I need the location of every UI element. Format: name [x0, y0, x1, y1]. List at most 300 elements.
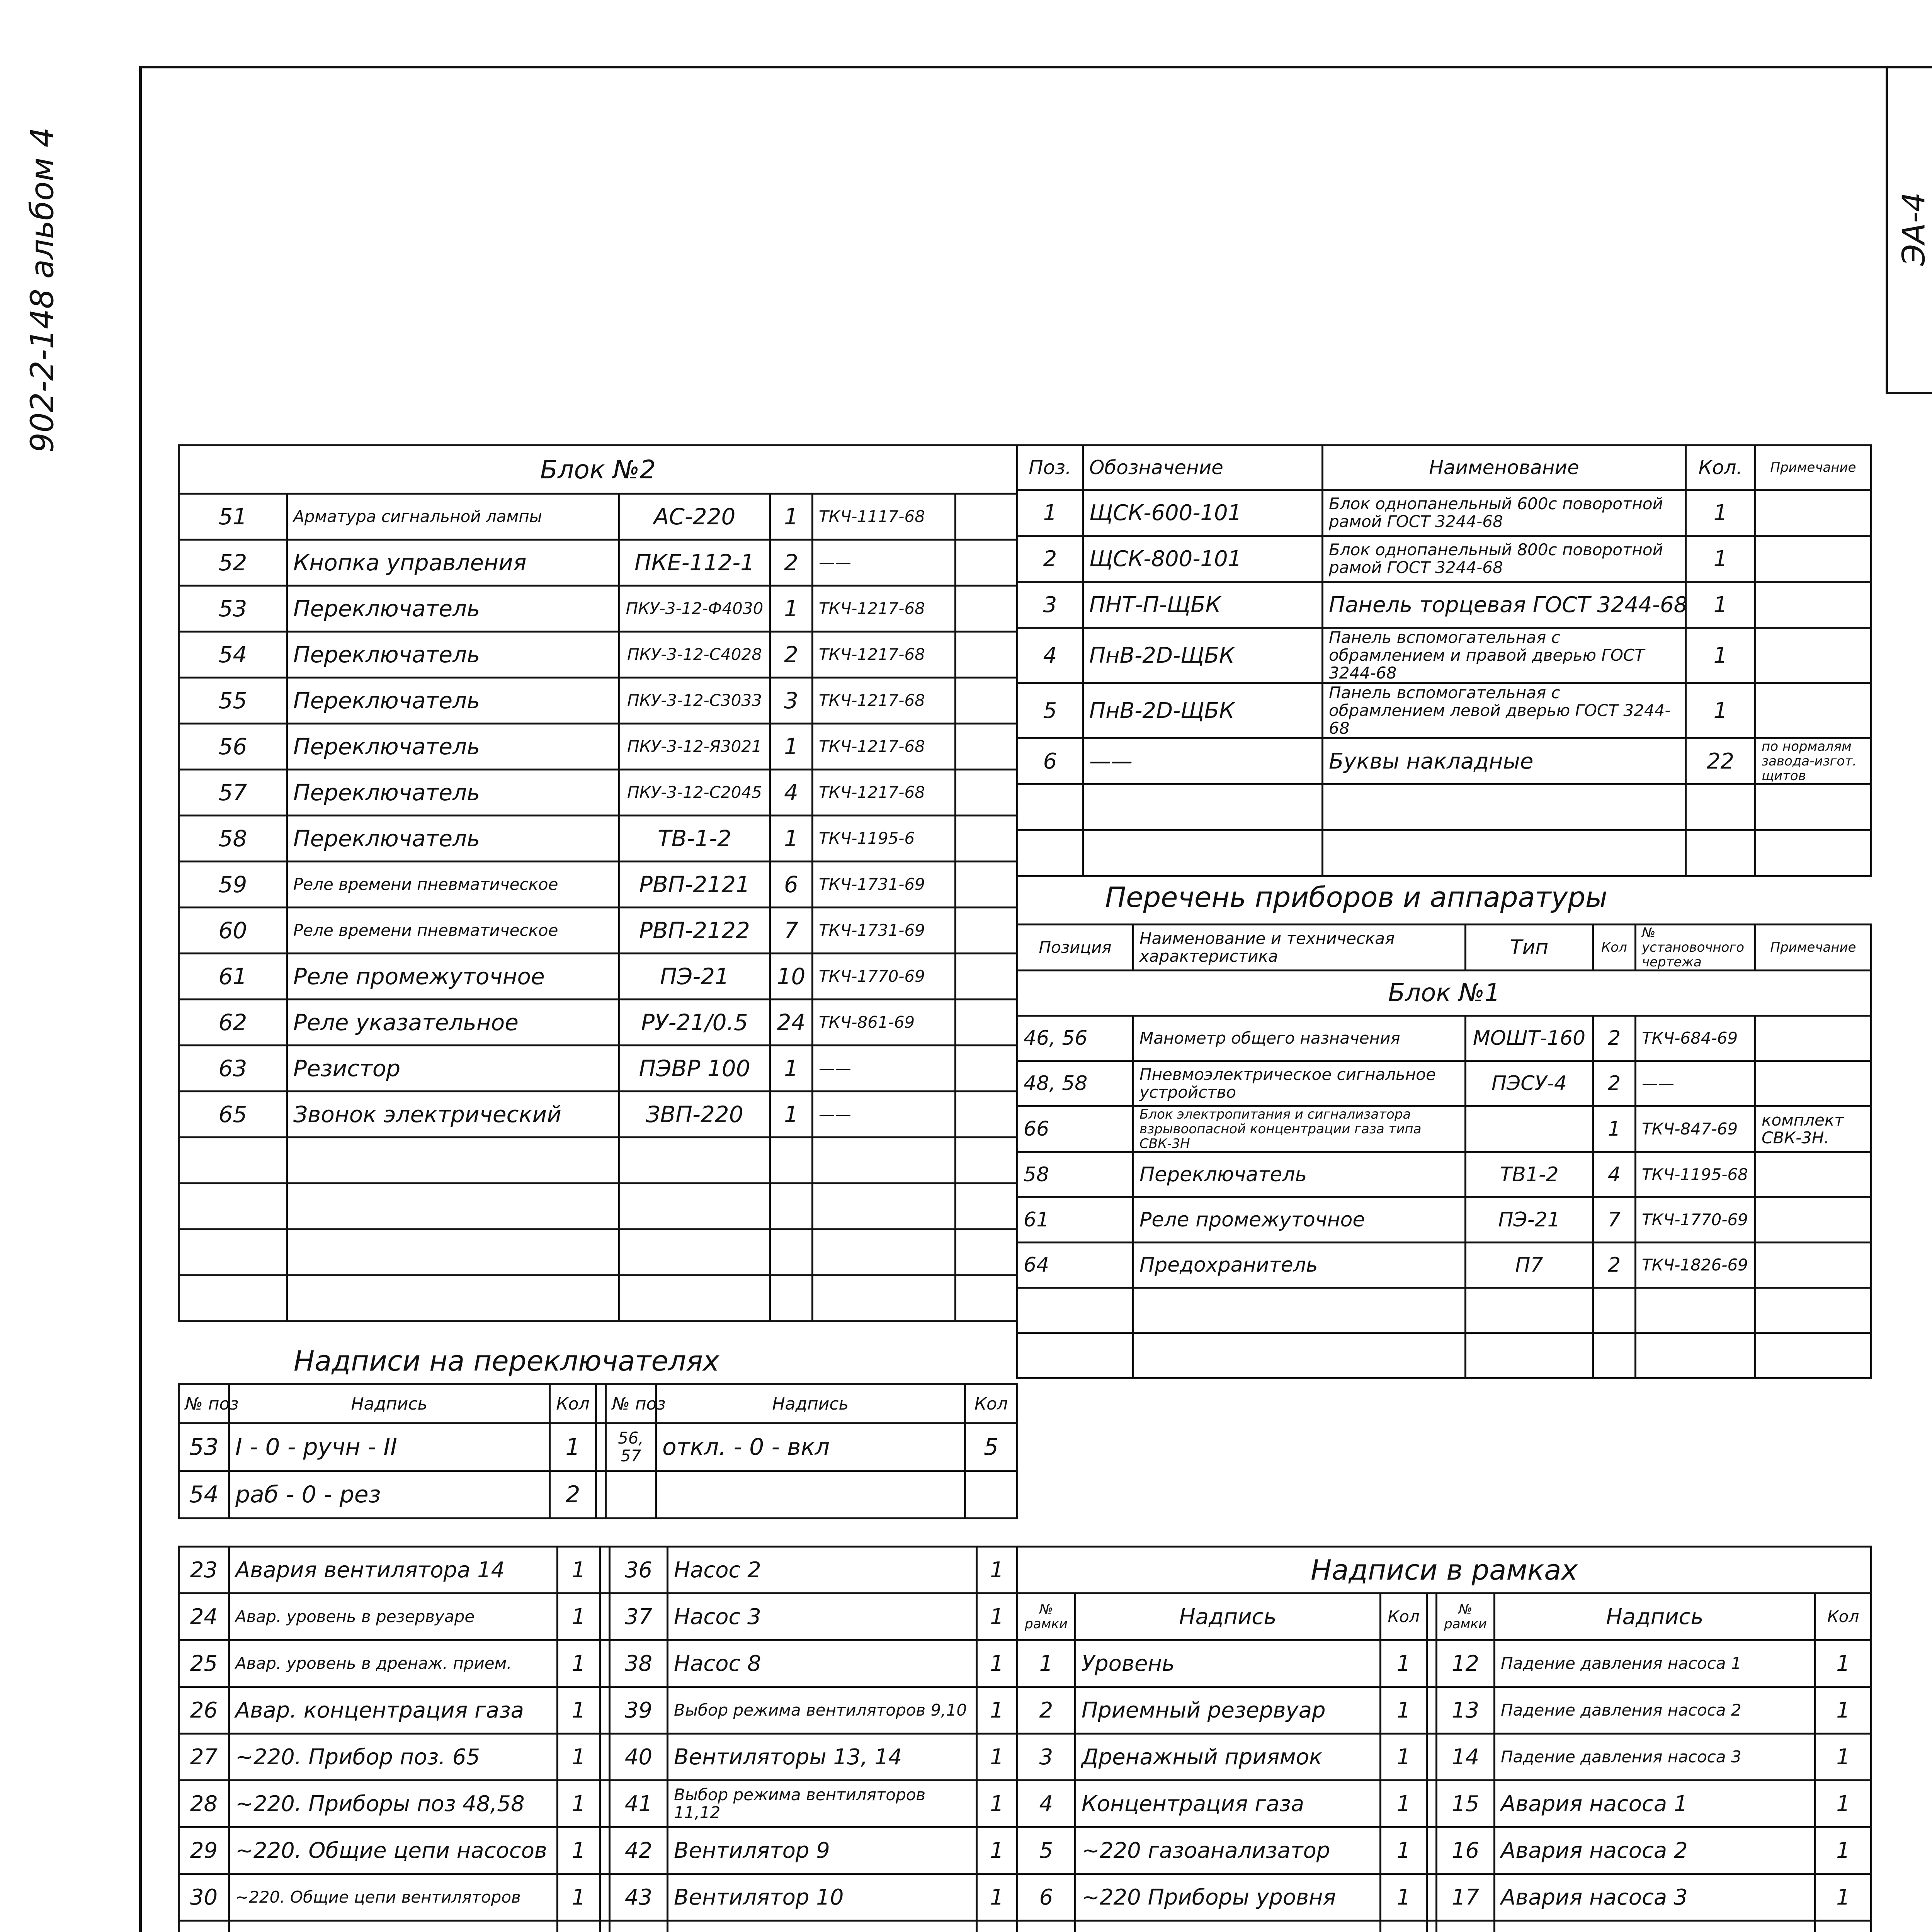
row-position: 57: [179, 770, 287, 816]
empty-cell: [1323, 830, 1686, 876]
row-qty: 1: [558, 1734, 600, 1781]
row-ref: ТКЧ-1217-68: [813, 632, 956, 678]
row-position: 5: [1017, 683, 1083, 738]
row-label: Падение давления насоса 2: [1495, 1687, 1815, 1734]
row-qty: 1: [977, 1734, 1017, 1781]
row-qty: 1: [1686, 490, 1755, 536]
row-position: 62: [179, 1000, 287, 1046]
row-position: [610, 1921, 668, 1932]
table-row: [1017, 582, 1871, 628]
row-qty: 6: [770, 862, 813, 908]
row-spacer: [596, 1423, 606, 1471]
spec-header-designation: Обозначение: [1083, 446, 1323, 490]
row-name: Буквы накладные: [1323, 738, 1686, 784]
empty-cell: [1323, 784, 1686, 830]
table-row: [1017, 1197, 1871, 1243]
empty-cell: [1017, 784, 1083, 830]
row-position: 66: [1017, 1106, 1133, 1152]
row-qty: [558, 1921, 600, 1932]
row-blank: [956, 862, 1017, 908]
row-position: 40: [610, 1734, 668, 1781]
row-qty: [1815, 1921, 1871, 1932]
row-label: ~220. Общие цепи вентиляторов: [229, 1874, 558, 1921]
row-position: 4: [1017, 628, 1083, 683]
row-drawing: ТКЧ-1826-69: [1636, 1243, 1755, 1288]
row-blank: [956, 1000, 1017, 1046]
row-qty: 7: [770, 908, 813, 954]
row-name: Переключатель: [287, 586, 619, 632]
row-type: ПКЕ-112-1: [619, 540, 770, 586]
row-label: Авария насоса 1: [1495, 1781, 1815, 1827]
row-qty: 4: [770, 770, 813, 816]
row-position: 58: [179, 816, 287, 862]
row-qty: 1: [1815, 1781, 1871, 1827]
table-row: [179, 770, 1017, 816]
empty-cell: [813, 1184, 956, 1230]
row-name: Манометр общего назначения: [1133, 1016, 1466, 1061]
row-position: 60: [179, 908, 287, 954]
empty-cell: [179, 1276, 287, 1321]
row-position: 6: [1017, 738, 1083, 784]
row-position: 46, 56: [1017, 1016, 1133, 1061]
row-qty: 1: [1815, 1827, 1871, 1874]
table-row: [179, 1734, 1017, 1781]
row-label: ~220. Приборы поз 48,58: [229, 1781, 558, 1827]
row-ref: ТКЧ-1770-69: [813, 954, 956, 1000]
row-position: 16: [1437, 1827, 1495, 1874]
frames-spacer: [1427, 1594, 1437, 1640]
row-position: 53: [179, 586, 287, 632]
empty-cell: [770, 1138, 813, 1184]
frames-header-n: № рамки: [1017, 1594, 1075, 1640]
devices-header-qty: Кол: [1593, 925, 1636, 971]
empty-cell: [1083, 784, 1323, 830]
empty-cell: [1466, 1288, 1593, 1333]
row-spacer: [1427, 1921, 1437, 1932]
row-label: откл. - 0 - вкл: [656, 1423, 965, 1471]
row-qty: 1: [977, 1594, 1017, 1640]
row-qty: 1: [558, 1594, 600, 1640]
empty-cell: [179, 1230, 287, 1276]
row-spacer: [600, 1921, 610, 1932]
row-position: 48, 58: [1017, 1061, 1133, 1106]
row-label: Насос 3: [668, 1594, 977, 1640]
empty-cell: [1636, 1333, 1755, 1378]
row-designation: ЩСК-800-101: [1083, 536, 1323, 582]
row-type: ТВ1-2: [1466, 1152, 1593, 1197]
row-qty: 2: [770, 540, 813, 586]
row-blank: [956, 908, 1017, 954]
album-side-title: 902-2-148 альбом 4: [24, 127, 61, 453]
switch-header-qty-2: Кол: [965, 1384, 1017, 1423]
row-position: 23: [179, 1547, 229, 1594]
row-position: 65: [179, 1092, 287, 1138]
row-position: 53: [179, 1423, 229, 1471]
empty-cell: [1686, 784, 1755, 830]
row-position: [1437, 1921, 1495, 1932]
row-position: 15: [1437, 1781, 1495, 1827]
empty-cell: [956, 1230, 1017, 1276]
row-note: комплект СВК-3Н.: [1755, 1106, 1871, 1152]
row-position: 63: [179, 1046, 287, 1092]
table-row: [1017, 1243, 1871, 1288]
table-row: [1017, 1016, 1871, 1061]
row-designation: ПнВ-2D-ЩБК: [1083, 683, 1323, 738]
frames-header-n-2: № рамки: [1437, 1594, 1495, 1640]
row-qty: 1: [1381, 1827, 1427, 1874]
table-row: [1017, 1106, 1871, 1152]
devices-header-pos: Позиция: [1017, 925, 1133, 971]
row-qty: 1: [1815, 1640, 1871, 1687]
row-blank: [956, 770, 1017, 816]
row-position: 64: [1017, 1243, 1133, 1288]
block2-caption: Блок №2: [179, 446, 1017, 494]
row-qty: 10: [770, 954, 813, 1000]
empty-cell: [956, 1276, 1017, 1321]
row-label: Падение давления насоса 1: [1495, 1640, 1815, 1687]
row-type: ПКУ-3-12-С3033: [619, 678, 770, 724]
frames-header-label-2: Надпись: [1495, 1594, 1815, 1640]
empty-cell: [1017, 830, 1083, 876]
table-row: [179, 1547, 1017, 1594]
row-ref: ТКЧ-861-69: [813, 1000, 956, 1046]
row-position: 29: [179, 1827, 229, 1874]
row-label: раб - 0 - рез: [229, 1471, 550, 1519]
row-name: Реле времени пневматическое: [287, 908, 619, 954]
table-row: [179, 1471, 1017, 1519]
row-label: Авар. концентрация газа: [229, 1687, 558, 1734]
row-note: [1755, 628, 1871, 683]
switch-spacer: [596, 1384, 606, 1423]
table-row: [1017, 1734, 1871, 1781]
row-qty: 1: [770, 586, 813, 632]
row-name: Резистор: [287, 1046, 619, 1092]
empty-cell: [1133, 1288, 1466, 1333]
row-label: Авар. уровень в дренаж. прием.: [229, 1640, 558, 1687]
row-position: 56: [179, 724, 287, 770]
frame-labels-table: [1016, 1546, 1872, 1932]
row-blank: [956, 724, 1017, 770]
row-qty: [1381, 1921, 1427, 1932]
row-note: [1755, 1061, 1871, 1106]
row-qty: 7: [1593, 1197, 1636, 1243]
row-qty: 2: [1593, 1061, 1636, 1106]
row-drawing: ТКЧ-684-69: [1636, 1016, 1755, 1061]
row-qty: 1: [977, 1874, 1017, 1921]
row-type: РВП-2122: [619, 908, 770, 954]
table-row: [1017, 1061, 1871, 1106]
switch-header-qty: Кол: [550, 1384, 596, 1423]
table-row: [179, 1046, 1017, 1092]
row-label: Приемный резервуар: [1075, 1687, 1381, 1734]
row-label: [1495, 1921, 1815, 1932]
row-type: ПЭ-21: [619, 954, 770, 1000]
row-position: 51: [179, 494, 287, 540]
row-ref: ——: [813, 1046, 956, 1092]
row-label: [1075, 1921, 1381, 1932]
table-row: [179, 1921, 1017, 1932]
row-note: [1755, 582, 1871, 628]
row-drawing: ——: [1636, 1061, 1755, 1106]
row-name: Переключатель: [287, 632, 619, 678]
row-qty: 1: [977, 1547, 1017, 1594]
row-type: ПЭ-21: [1466, 1197, 1593, 1243]
empty-cell: [1466, 1333, 1593, 1378]
row-name: Панель вспомогательная с обрамлением и правой дверью ГОСТ 3244-68: [1323, 628, 1686, 683]
row-qty: 1: [1686, 628, 1755, 683]
devices-table: [1016, 923, 1872, 1379]
empty-cell: [813, 1138, 956, 1184]
row-blank: [956, 540, 1017, 586]
row-position: 3: [1017, 1734, 1075, 1781]
row-position: 41: [610, 1781, 668, 1827]
row-name: Реле промежуточное: [287, 954, 619, 1000]
row-spacer: [600, 1734, 610, 1781]
table-row: [1017, 490, 1871, 536]
row-designation: ПНТ-П-ЩБК: [1083, 582, 1323, 628]
switch-labels-table: [178, 1383, 1018, 1519]
devices-header-name: Наименование и техническая характеристика: [1133, 925, 1466, 971]
row-position: 54: [179, 632, 287, 678]
row-ref: ТКЧ-1117-68: [813, 494, 956, 540]
table-row: [179, 908, 1017, 954]
row-qty: 1: [1593, 1106, 1636, 1152]
row-name: Предохранитель: [1133, 1243, 1466, 1288]
table-row: [179, 1827, 1017, 1874]
row-position: 56, 57: [606, 1423, 656, 1471]
row-position: 37: [610, 1594, 668, 1640]
row-ref: ТКЧ-1195-6: [813, 816, 956, 862]
table-row: [179, 1781, 1017, 1827]
devices-header-type: Тип: [1466, 925, 1593, 971]
empty-cell: [1133, 1333, 1466, 1378]
row-label: Авария насоса 3: [1495, 1874, 1815, 1921]
empty-cell: [1755, 1288, 1871, 1333]
row-qty: 4: [1593, 1152, 1636, 1197]
row-label: Выбор режима вентиляторов 9,10: [668, 1687, 977, 1734]
row-blank: [956, 632, 1017, 678]
row-ref: ТКЧ-1731-69: [813, 908, 956, 954]
row-label: ~220 Приборы уровня: [1075, 1874, 1381, 1921]
row-name: Реле промежуточное: [1133, 1197, 1466, 1243]
row-qty: 1: [1686, 683, 1755, 738]
row-position: 17: [1437, 1874, 1495, 1921]
row-spacer: [1427, 1781, 1437, 1827]
row-note: [1755, 683, 1871, 738]
spec-header-pos: Поз.: [1017, 446, 1083, 490]
empty-cell: [813, 1230, 956, 1276]
row-spacer: [600, 1874, 610, 1921]
row-qty: 1: [1381, 1781, 1427, 1827]
row-type: МОШТ-160: [1466, 1016, 1593, 1061]
empty-cell: [287, 1184, 619, 1230]
row-label: Уровень: [1075, 1640, 1381, 1687]
row-qty: 1: [1815, 1734, 1871, 1781]
row-position: [179, 1921, 229, 1932]
row-note: по нормалям завода-изгот. щитов: [1755, 738, 1871, 784]
row-position: 1: [1017, 1640, 1075, 1687]
row-qty: 3: [770, 678, 813, 724]
table-row: [1017, 738, 1871, 784]
row-qty: 1: [1815, 1874, 1871, 1921]
spec-header-qty: Кол.: [1686, 446, 1755, 490]
table-row: [179, 1000, 1017, 1046]
empty-cell: [179, 1184, 287, 1230]
switch-header-n: № поз: [179, 1384, 229, 1423]
row-qty: 1: [1686, 536, 1755, 582]
row-position: 1: [1017, 490, 1083, 536]
empty-cell: [287, 1276, 619, 1321]
table-row: [179, 816, 1017, 862]
row-type: ЗВП-220: [619, 1092, 770, 1138]
table-row: [179, 862, 1017, 908]
row-ref: ТКЧ-1217-68: [813, 770, 956, 816]
row-ref: ТКЧ-1217-68: [813, 586, 956, 632]
row-drawing: ТКЧ-1195-68: [1636, 1152, 1755, 1197]
row-qty: 1: [1815, 1687, 1871, 1734]
empty-cell: [770, 1230, 813, 1276]
row-position: [606, 1471, 656, 1519]
row-position: 59: [179, 862, 287, 908]
row-position: 38: [610, 1640, 668, 1687]
table-row: [179, 494, 1017, 540]
row-type: ПКУ-3-12-С4028: [619, 632, 770, 678]
row-name: Реле времени пневматическое: [287, 862, 619, 908]
row-label: ~220 газоанализатор: [1075, 1827, 1381, 1874]
row-position: 42: [610, 1827, 668, 1874]
table-row: [179, 586, 1017, 632]
row-note: [1755, 1152, 1871, 1197]
row-position: 5: [1017, 1827, 1075, 1874]
empty-cell: [619, 1230, 770, 1276]
row-spacer: [1427, 1874, 1437, 1921]
row-position: 6: [1017, 1874, 1075, 1921]
row-qty: 1: [558, 1874, 600, 1921]
row-label: ~220. Общие цепи насосов: [229, 1827, 558, 1874]
empty-cell: [1755, 1333, 1871, 1378]
table-row: [179, 1423, 1017, 1471]
frames-header-label: Надпись: [1075, 1594, 1381, 1640]
table-row: [1017, 1921, 1871, 1932]
table-row: [1017, 628, 1871, 683]
table-row: [179, 1687, 1017, 1734]
table-row: [179, 678, 1017, 724]
row-qty: 1: [1381, 1687, 1427, 1734]
row-type: ТВ-1-2: [619, 816, 770, 862]
row-note: [1755, 1016, 1871, 1061]
row-position: 13: [1437, 1687, 1495, 1734]
table-row: [1017, 1874, 1871, 1921]
table-row: [1017, 536, 1871, 582]
row-spacer: [600, 1781, 610, 1827]
spec-header-note: Примечание: [1755, 446, 1871, 490]
row-type: ПЭСУ-4: [1466, 1061, 1593, 1106]
row-position: 54: [179, 1471, 229, 1519]
row-qty: 1: [770, 816, 813, 862]
row-qty: 1: [558, 1687, 600, 1734]
devices-header-note: Примечание: [1755, 925, 1871, 971]
row-ref: ТКЧ-1217-68: [813, 724, 956, 770]
row-type: ПКУ-3-12-Ф4030: [619, 586, 770, 632]
empty-cell: [287, 1230, 619, 1276]
row-position: 4: [1017, 1781, 1075, 1827]
empty-cell: [770, 1276, 813, 1321]
empty-cell: [956, 1184, 1017, 1230]
row-label: Вентилятор 10: [668, 1874, 977, 1921]
row-designation: ——: [1083, 738, 1323, 784]
empty-cell: [287, 1138, 619, 1184]
table-row: [1017, 1152, 1871, 1197]
row-spacer: [600, 1687, 610, 1734]
empty-cell: [1593, 1333, 1636, 1378]
row-qty: 1: [550, 1423, 596, 1471]
row-position: 12: [1437, 1640, 1495, 1687]
row-qty: 1: [770, 1046, 813, 1092]
devices-header-drawing: № установочного чертежа: [1636, 925, 1755, 971]
table-row: [179, 954, 1017, 1000]
row-position: 24: [179, 1594, 229, 1640]
empty-cell: [770, 1184, 813, 1230]
row-position: 43: [610, 1874, 668, 1921]
row-label: Концентрация газа: [1075, 1781, 1381, 1827]
row-qty: 1: [558, 1547, 600, 1594]
switch-header-n-2: № поз: [606, 1384, 656, 1423]
empty-cell: [619, 1138, 770, 1184]
corner-code: ЭА-4: [1886, 66, 1932, 394]
row-name: Пневмоэлектрическое сигнальное устройство: [1133, 1061, 1466, 1106]
empty-cell: [813, 1276, 956, 1321]
row-name: Переключатель: [287, 724, 619, 770]
row-label: I - 0 - ручн - II: [229, 1423, 550, 1471]
row-label: Дренажный приямок: [1075, 1734, 1381, 1781]
row-name: Переключатель: [287, 770, 619, 816]
row-qty: 1: [770, 494, 813, 540]
empty-cell: [1017, 1288, 1133, 1333]
signal-labels-table: [178, 1546, 1018, 1932]
row-name: Переключатель: [1133, 1152, 1466, 1197]
table-row: [179, 1640, 1017, 1687]
row-blank: [956, 816, 1017, 862]
row-qty: 1: [977, 1781, 1017, 1827]
row-position: [1017, 1921, 1075, 1932]
row-label: Падение давления насоса 3: [1495, 1734, 1815, 1781]
row-spacer: [596, 1471, 606, 1519]
table-row: [179, 724, 1017, 770]
row-type: АС-220: [619, 494, 770, 540]
row-qty: [977, 1921, 1017, 1932]
row-qty: 1: [977, 1687, 1017, 1734]
table-row: [1017, 1640, 1871, 1687]
row-spacer: [600, 1640, 610, 1687]
row-label: Насос 2: [668, 1547, 977, 1594]
row-label: [668, 1921, 977, 1932]
row-position: 39: [610, 1687, 668, 1734]
row-position: 30: [179, 1874, 229, 1921]
row-qty: 24: [770, 1000, 813, 1046]
row-position: 61: [1017, 1197, 1133, 1243]
empty-cell: [1017, 1333, 1133, 1378]
row-ref: ТКЧ-1731-69: [813, 862, 956, 908]
row-position: 28: [179, 1781, 229, 1827]
row-position: 14: [1437, 1734, 1495, 1781]
empty-cell: [619, 1276, 770, 1321]
row-spacer: [1427, 1687, 1437, 1734]
spec-header-name: Наименование: [1323, 446, 1686, 490]
switch-header-label-2: Надпись: [656, 1384, 965, 1423]
row-spacer: [1427, 1734, 1437, 1781]
row-qty: 22: [1686, 738, 1755, 784]
row-label: Выбор режима вентиляторов 11,12: [668, 1781, 977, 1827]
